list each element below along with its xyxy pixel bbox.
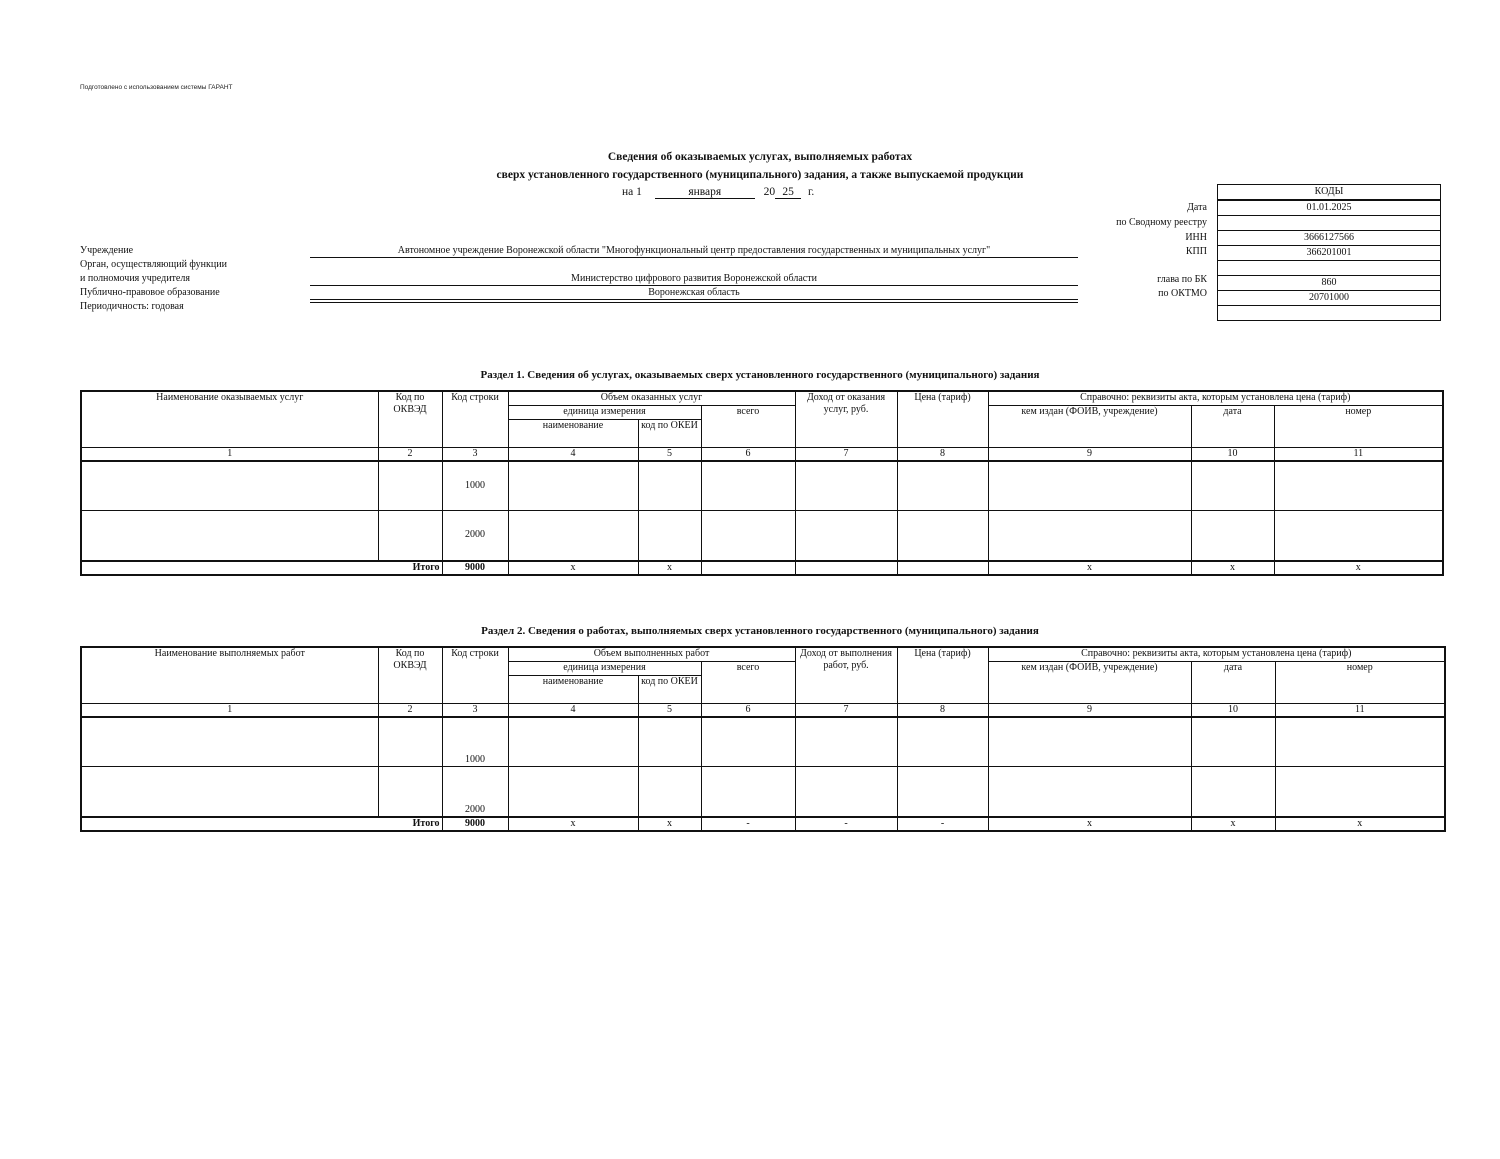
s1-total-label: Итого bbox=[81, 561, 442, 575]
registry-label: по Сводному реестру bbox=[1116, 217, 1207, 228]
codes-kpp: 366201001 bbox=[1218, 246, 1440, 261]
codes-oktmo: 20701000 bbox=[1218, 291, 1440, 306]
institution-label: Учреждение bbox=[80, 245, 134, 256]
s2-colnum: 6 bbox=[701, 703, 795, 717]
institution-field: Автономное учреждение Воронежской области "Многофункциональный центр предоставления государственных и муниципальных услуг" bbox=[310, 245, 1078, 258]
public-entity-label: Публично-правовое образование bbox=[80, 287, 220, 298]
section1-table bbox=[80, 390, 1444, 576]
s1-colnum: 3 bbox=[442, 447, 508, 461]
s1-h-okved: Код по ОКВЭД bbox=[378, 391, 442, 447]
s2-total-dash: - bbox=[701, 817, 795, 831]
s2-h-income: Доход от выполнения работ, руб. bbox=[795, 647, 897, 703]
s1-colnum: 1 bbox=[81, 447, 378, 461]
doc-title-line2: сверх установленного государственного (муниципального) задания, а также выпускаемой продукции bbox=[496, 169, 1024, 181]
s1-total-x: x bbox=[508, 561, 638, 575]
s1-total-x: x bbox=[1191, 561, 1274, 575]
s2-colnum: 9 bbox=[988, 703, 1191, 717]
periodicity-line bbox=[310, 302, 1078, 303]
oktmo-label: по ОКТМО bbox=[1158, 288, 1207, 299]
s2-total-x: x bbox=[1191, 817, 1275, 831]
s2-h-code: Код строки bbox=[442, 647, 508, 703]
s2-row-total bbox=[81, 817, 1445, 831]
s1-total-x: x bbox=[638, 561, 701, 575]
s2-h-unit: единица измерения bbox=[508, 661, 701, 675]
s2-total-code: 9000 bbox=[442, 817, 508, 831]
date-year: 25 bbox=[775, 186, 801, 199]
section2-title: Раздел 2. Сведения о работах, выполняемых сверх установленного государственного (муниципального) задания bbox=[481, 625, 1039, 637]
s2-total-dash: - bbox=[795, 817, 897, 831]
s1-h-price: Цена (тариф) bbox=[897, 391, 988, 447]
s2-h-name: Наименование выполняемых работ bbox=[81, 647, 378, 703]
garant-note: Подготовлено с использованием системы ГАРАНТ bbox=[80, 84, 233, 91]
s1-colnum: 7 bbox=[795, 447, 897, 461]
s1-h-number: номер bbox=[1274, 405, 1443, 447]
s2-total-x: x bbox=[988, 817, 1191, 831]
s2-total-x: x bbox=[508, 817, 638, 831]
s1-total-x: x bbox=[1274, 561, 1443, 575]
s1-colnum: 6 bbox=[701, 447, 795, 461]
s1-h-volume: Объем оказанных услуг bbox=[508, 391, 795, 405]
s2-colnum: 1 bbox=[81, 703, 378, 717]
organ-label-1: Орган, осуществляющий функции bbox=[80, 259, 227, 270]
bk-label: глава по БК bbox=[1157, 274, 1207, 285]
s2-colnum: 4 bbox=[508, 703, 638, 717]
report-date bbox=[580, 186, 960, 199]
s2-colnum: 10 bbox=[1191, 703, 1275, 717]
section2-table bbox=[80, 646, 1446, 832]
date-label: Дата bbox=[1187, 202, 1207, 213]
s1-row-total bbox=[81, 561, 1443, 575]
codes-header: КОДЫ bbox=[1218, 185, 1440, 201]
s1-colnum: 8 bbox=[897, 447, 988, 461]
codes-date: 01.01.2025 bbox=[1218, 201, 1440, 216]
s1-colnum: 4 bbox=[508, 447, 638, 461]
s2-h-okved: Код по ОКВЭД bbox=[378, 647, 442, 703]
doc-title-line1: Сведения об оказываемых услугах, выполняемых работах bbox=[607, 151, 913, 163]
codes-blank bbox=[1218, 261, 1440, 276]
s1-colnum: 9 bbox=[988, 447, 1191, 461]
s2-h-total: всего bbox=[701, 661, 795, 703]
s1-total-code: 9000 bbox=[442, 561, 508, 575]
s2-h-date: дата bbox=[1191, 661, 1275, 703]
s2-h-volume: Объем выполненных работ bbox=[508, 647, 795, 661]
s1-row1-code: 1000 bbox=[442, 461, 508, 511]
s2-colnum: 7 bbox=[795, 703, 897, 717]
date-prefix: на 1 bbox=[622, 186, 642, 198]
organ-field: Министерство цифрового развития Воронежской области bbox=[310, 273, 1078, 286]
s1-h-name: Наименование оказываемых услуг bbox=[81, 391, 378, 447]
s2-row-2000 bbox=[81, 767, 1445, 817]
s2-h-ref: Справочно: реквизиты акта, которым установлена цена (тариф) bbox=[988, 647, 1445, 661]
s1-h-code: Код строки bbox=[442, 391, 508, 447]
s2-row-1000 bbox=[81, 717, 1445, 767]
s2-row2-code: 2000 bbox=[442, 767, 508, 817]
kpp-label: КПП bbox=[1185, 246, 1207, 257]
date-suffix: г. bbox=[808, 186, 815, 198]
s1-colnum: 2 bbox=[378, 447, 442, 461]
s1-total-x: x bbox=[988, 561, 1191, 575]
s2-h-price: Цена (тариф) bbox=[897, 647, 988, 703]
codes-registry bbox=[1218, 216, 1440, 231]
codes-empty bbox=[1218, 306, 1440, 320]
s2-total-x: x bbox=[638, 817, 701, 831]
s2-h-number: номер bbox=[1275, 661, 1445, 703]
s1-row2-code: 2000 bbox=[442, 511, 508, 561]
s2-colnum: 3 bbox=[442, 703, 508, 717]
s1-colnum: 11 bbox=[1274, 447, 1443, 461]
s2-colnum: 5 bbox=[638, 703, 701, 717]
codes-inn: 3666127566 bbox=[1218, 231, 1440, 246]
s2-total-dash: - bbox=[897, 817, 988, 831]
s1-h-unit: единица измерения bbox=[508, 405, 701, 419]
inn-label: ИНН bbox=[1185, 232, 1207, 243]
codes-box bbox=[1217, 184, 1441, 321]
s2-h-unit-name: наименование bbox=[508, 675, 638, 703]
organ-label-2: и полномочия учредителя bbox=[80, 273, 190, 284]
codes-bk: 860 bbox=[1218, 276, 1440, 291]
s2-h-issued: кем издан (ФОИВ, учреждение) bbox=[988, 661, 1191, 703]
s2-h-okei: код по ОКЕИ bbox=[638, 675, 701, 703]
s1-row-2000 bbox=[81, 511, 1443, 561]
s1-h-total: всего bbox=[701, 405, 795, 447]
s1-h-unit-name: наименование bbox=[508, 419, 638, 447]
section1-title: Раздел 1. Сведения об услугах, оказываемых сверх установленного государственного (муниципального) задания bbox=[480, 369, 1040, 381]
s2-row1-code: 1000 bbox=[442, 717, 508, 767]
s1-h-issued: кем издан (ФОИВ, учреждение) bbox=[988, 405, 1191, 447]
periodicity-label: Периодичность: годовая bbox=[80, 301, 184, 312]
s1-colnum: 10 bbox=[1191, 447, 1274, 461]
s2-total-label: Итого bbox=[81, 817, 442, 831]
public-entity-field: Воронежская область bbox=[310, 287, 1078, 300]
date-month: января bbox=[655, 186, 755, 199]
s1-h-date: дата bbox=[1191, 405, 1274, 447]
s1-h-okei: код по ОКЕИ bbox=[638, 419, 701, 447]
s2-colnum: 11 bbox=[1275, 703, 1445, 717]
s2-colnum: 8 bbox=[897, 703, 988, 717]
s2-total-x: x bbox=[1275, 817, 1445, 831]
s2-colnum: 2 bbox=[378, 703, 442, 717]
s1-row-1000 bbox=[81, 461, 1443, 511]
s1-colnum: 5 bbox=[638, 447, 701, 461]
s1-h-income: Доход от оказания услуг, руб. bbox=[795, 391, 897, 447]
s1-h-ref: Справочно: реквизиты акта, которым установлена цена (тариф) bbox=[988, 391, 1443, 405]
date-year-prefix: 20 bbox=[763, 186, 776, 198]
